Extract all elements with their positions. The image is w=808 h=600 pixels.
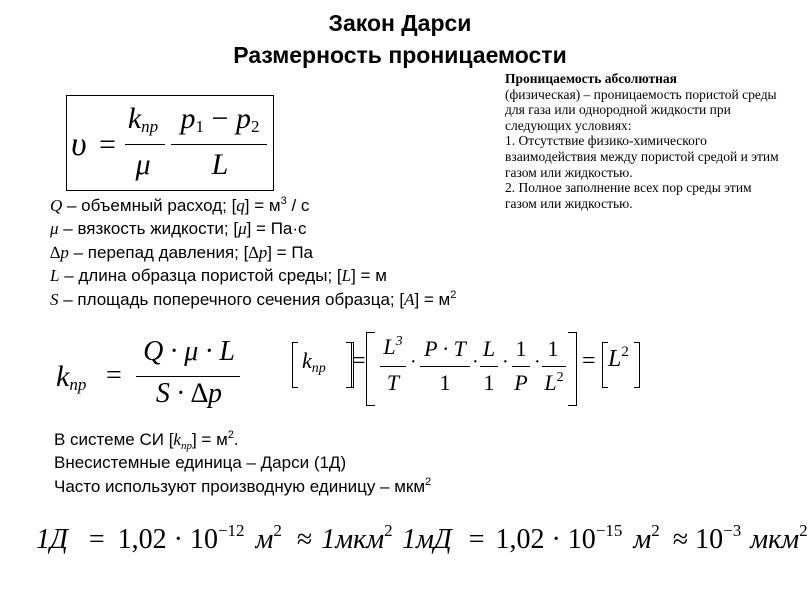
slide-title-line2: Размерность проницаемости [233,42,567,68]
dimension-formula [290,330,650,410]
definitions-list [50,194,456,311]
f1-denominator: T [386,370,400,395]
length-denominator: L [211,148,229,181]
definition-row: μ – вязкость жидкости; [μ] = Па·с [50,219,307,239]
k-numerator: Q · μ · L [143,336,235,367]
equals-sign: = [99,128,116,161]
f4-denominator: P [514,370,528,395]
note-item-1: 1. Отсутствие физико-химического взаимодействия между пористой средой и этим газом или жидкостью. [505,133,779,180]
fraction-bar [542,366,566,367]
fraction-bar [480,366,498,367]
equals-sign: = [352,348,366,374]
permeability-formula [56,336,236,420]
l-squared: $L^2$ [608,344,629,372]
f5-denominator: $L^2$ [544,370,564,395]
dot: · [410,351,417,373]
dot: · [534,351,541,373]
pressure-difference: $p_1 - p_2$ [180,102,260,136]
fraction-bar [125,144,165,145]
note-item-2: 2. Полное заполнение всех пор среды этим газом или жидкостью. [505,180,752,211]
permeability-note [505,71,785,211]
si-units-line: В системе СИ $[k_{пр}] = м^2$. [54,429,239,452]
fraction-bar [512,366,530,367]
millidarcy-conversion: $1мД = 1,02 \cdot 10^{-15}$ $м^2 \approx 10^{-3}$ мкм$^2$ [402,521,808,555]
f2-numerator: P · T [424,336,466,361]
note-heading: Проницаемость абсолютная [505,71,677,86]
note-subheading: (физическая) – проницаемость пористой среды для газа или однородной жидкости при следующих условиях: [505,86,777,133]
f5-numerator: 1 [547,336,559,361]
equals-sign: = [106,360,122,391]
dot: · [472,351,479,373]
fraction-bar [171,144,267,145]
slide-title-line1: Закон Дарси [328,10,472,36]
definition-row: ∆p – перепад давления; [∆p] = Па [50,242,314,262]
definition-row: S – площадь поперечного сечения образца; $[A] = м^2$ [50,288,457,309]
left-big-bracket [366,332,375,406]
fraction-bar [420,366,470,367]
darcy-unit-line: Внесистемные единица – Дарси (1Д) [54,453,347,473]
f4-numerator: 1 [515,336,527,361]
kpr-symbol: $k_{пр}$ [302,348,326,376]
darcy-conversion: $1Д = 1,02 \cdot 10^{-12}$ $м^2 \approx 1мкм^2$ [36,521,393,555]
derived-unit-line: Часто используют производную единицу – мкм$^2$ [54,475,432,496]
definition-row: Q – объемный расход; $[q] = м^3 / с$ [50,195,310,215]
f3-denominator: 1 [483,370,495,395]
units-text [54,428,431,498]
velocity-symbol: υ [71,126,87,163]
f2-denominator: 1 [439,370,451,395]
right-bracket [634,342,640,388]
left-bracket [292,342,298,388]
right-big-bracket [568,332,577,406]
mu-denominator: μ [135,148,151,181]
k-symbol: $k_{пр}$ [56,360,87,394]
k-denominator: S · ∆p [155,378,223,409]
dot: · [502,351,509,373]
f1-numerator: $L^3$ [383,334,403,359]
equals-sign: = [582,348,596,374]
k-numerator: $k_{пр}$ [127,102,159,136]
fraction-bar [380,366,406,367]
definition-row: L – длина образца пористой среды; [L] = м [50,266,387,286]
f3-numerator: L [482,336,496,361]
darcy-formula-box [66,95,274,191]
